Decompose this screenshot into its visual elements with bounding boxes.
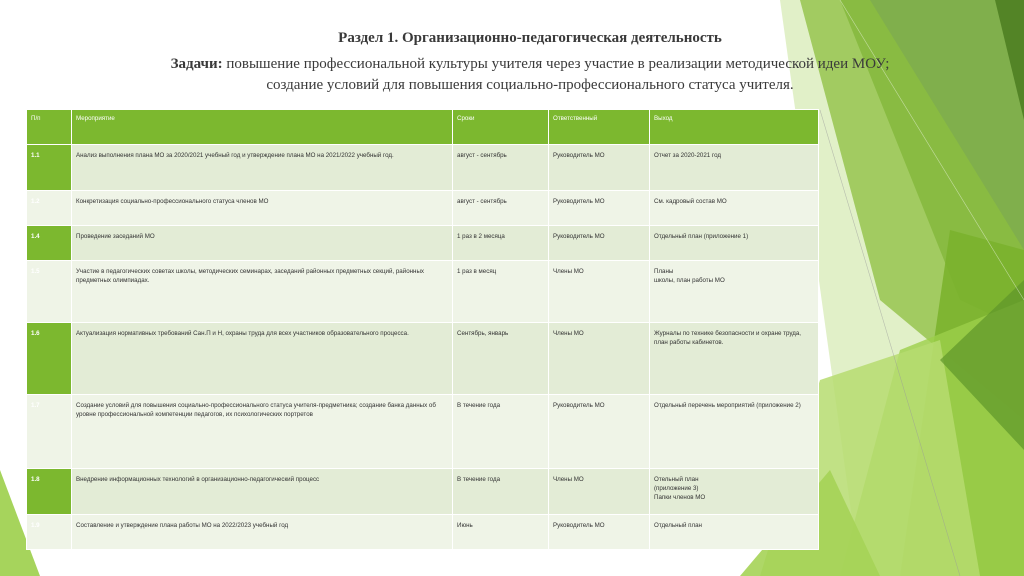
row-responsible: Члены МО bbox=[549, 261, 650, 323]
slide-title: Раздел 1. Организационно-педагогическая деятельность bbox=[338, 30, 722, 46]
col-header-event: Мероприятие bbox=[72, 110, 453, 145]
table-row bbox=[27, 469, 819, 515]
row-term: 1 раз в 2 месяца bbox=[453, 226, 549, 261]
row-num: 1.9 bbox=[27, 515, 72, 550]
row-output: Планы школы, план работы МО bbox=[650, 261, 819, 323]
table-row bbox=[27, 261, 819, 323]
row-output: Журналы по технике безопасности и охране труда, план работы кабинетов. bbox=[650, 323, 819, 395]
row-num: 1.8 bbox=[27, 469, 72, 515]
row-num: 1.4 bbox=[27, 226, 72, 261]
table-row bbox=[27, 515, 819, 550]
row-responsible: Руководитель МО bbox=[549, 395, 650, 469]
row-responsible: Руководитель МО bbox=[549, 145, 650, 191]
row-responsible: Руководитель МО bbox=[549, 226, 650, 261]
table-row bbox=[27, 226, 819, 261]
row-responsible: Руководитель МО bbox=[549, 515, 650, 550]
slide-tasks bbox=[95, 54, 965, 96]
row-num: 1.6 bbox=[27, 323, 72, 395]
row-output: Отчет за 2020-2021 год bbox=[650, 145, 819, 191]
row-term: В течение года bbox=[453, 395, 549, 469]
tasks-label: Задачи: bbox=[170, 56, 223, 72]
plan-table bbox=[26, 109, 819, 550]
row-event: Проведение заседаний МО bbox=[72, 226, 453, 261]
row-event: Конкретизация социально-профессионального статуса членов МО bbox=[72, 191, 453, 226]
col-header-output: Выход bbox=[650, 110, 819, 145]
col-header-num: П/п bbox=[27, 110, 72, 145]
row-event: Актуализация нормативных требований Сан.П и Н, охраны труда для всех участников образовательного процесса. bbox=[72, 323, 453, 395]
row-num: 1.1 bbox=[27, 145, 72, 191]
row-term: август - сентябрь bbox=[453, 191, 549, 226]
row-num: 1.5 bbox=[27, 261, 72, 323]
tasks-text-line1: повышение профессиональной культуры учителя через участие в реализации методической идеи МОУ; bbox=[222, 56, 890, 72]
row-output: Отдельный план (приложение 1) bbox=[650, 226, 819, 261]
row-event: Внедрение информационных технологий в организационно-педагогический процесс bbox=[72, 469, 453, 515]
col-header-responsible: Ответственный bbox=[549, 110, 650, 145]
row-term: Сентябрь, январь bbox=[453, 323, 549, 395]
row-responsible: Члены МО bbox=[549, 469, 650, 515]
row-output: Отельный план (приложение 3) Папки членов МО bbox=[650, 469, 819, 515]
row-responsible: Члены МО bbox=[549, 323, 650, 395]
table-row bbox=[27, 395, 819, 469]
slide-header bbox=[95, 28, 965, 96]
col-header-term: Сроки bbox=[453, 110, 549, 145]
row-term: В течение года bbox=[453, 469, 549, 515]
row-responsible: Руководитель МО bbox=[549, 191, 650, 226]
row-term: август - сентябрь bbox=[453, 145, 549, 191]
row-event: Анализ выполнения плана МО за 2020/2021 учебный год и утверждение плана МО на 2021/2022 учебный год. bbox=[72, 145, 453, 191]
row-num: 1.2 bbox=[27, 191, 72, 226]
row-event: Составление и утверждение плана работы МО на 2022/2023 учебный год bbox=[72, 515, 453, 550]
row-term: Июнь bbox=[453, 515, 549, 550]
row-output: См. кадровый состав МО bbox=[650, 191, 819, 226]
table-header-row bbox=[27, 110, 819, 145]
row-output: Отдельный перечень мероприятий (приложение 2) bbox=[650, 395, 819, 469]
row-term: 1 раз в месяц bbox=[453, 261, 549, 323]
row-output: Отдельный план bbox=[650, 515, 819, 550]
table-row bbox=[27, 191, 819, 226]
table-row bbox=[27, 323, 819, 395]
row-num: 1.7 bbox=[27, 395, 72, 469]
row-event: Участие в педагогических советах школы, методических семинарах, заседаний районных предметных секций, районных предметных олимпиадах. bbox=[72, 261, 453, 323]
table-row bbox=[27, 145, 819, 191]
tasks-text-line2: создание условий для повышения социально-профессионального статуса учителя. bbox=[266, 77, 794, 93]
row-event: Создание условий для повышения социально-профессионального статуса учителя-предметника; создание банка данных об уровне профессиональной компетенции педагогов, их психологических портретов bbox=[72, 395, 453, 469]
